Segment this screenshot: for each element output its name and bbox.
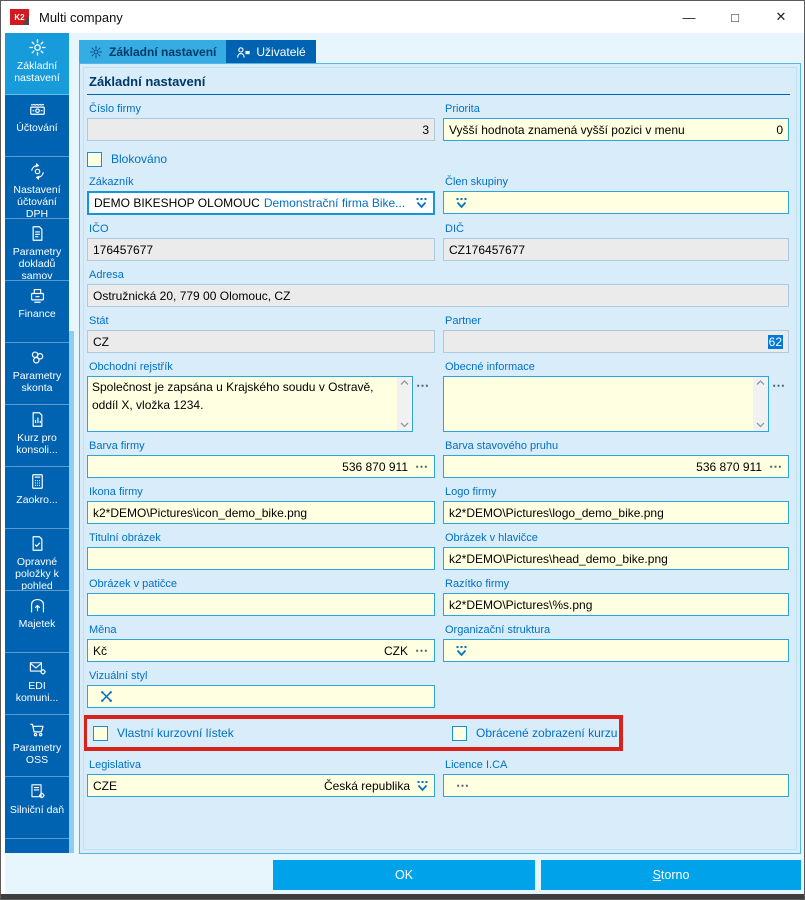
logo-firmy-input[interactable]: k2*DEMO\Pictures\logo_demo_bike.png bbox=[443, 501, 789, 524]
section-title: Základní nastavení bbox=[89, 74, 206, 89]
k2-logo-icon: K2 bbox=[10, 9, 29, 25]
tab-uzivatele[interactable]: Uživatelé bbox=[226, 40, 315, 63]
licence-ica-input[interactable] bbox=[443, 774, 789, 797]
obrazek-v-hlavicce-label: Obrázek v hlavičce bbox=[445, 532, 538, 544]
gear-icon bbox=[89, 45, 103, 59]
envelope-gear-icon bbox=[5, 658, 69, 679]
ikona-firmy-input[interactable]: k2*DEMO\Pictures\icon_demo_bike.png bbox=[87, 501, 435, 524]
sidebar-item-edi-komunikace[interactable]: EDI komuni... bbox=[5, 653, 69, 715]
vat-cycle-icon bbox=[5, 162, 69, 183]
sidebar-item-uctovani[interactable]: Účtování bbox=[5, 95, 69, 157]
window-title: Multi company bbox=[39, 9, 123, 25]
style-picker-icon[interactable] bbox=[99, 689, 114, 704]
titulni-obrazek-label: Titulní obrázek bbox=[89, 532, 161, 544]
obecne-informace-textarea[interactable] bbox=[443, 376, 769, 432]
chevron-down-icon[interactable] bbox=[415, 197, 428, 209]
obecne-informace-label: Obecné informace bbox=[445, 361, 535, 373]
chevron-down-icon[interactable] bbox=[416, 780, 429, 792]
sidebar-item-nastaveni-uctovani-dph[interactable]: Nastavení účtování DPH bbox=[5, 157, 69, 219]
chevron-down-icon[interactable] bbox=[455, 197, 468, 209]
barva-stavoveho-pruhu-label: Barva stavového pruhu bbox=[445, 440, 559, 452]
sidebar-item-parametry-oss[interactable]: Parametry OSS bbox=[5, 715, 69, 777]
document-check-icon bbox=[5, 534, 69, 555]
stat-label: Stát bbox=[89, 315, 109, 327]
cislo-firmy-label: Číslo firmy bbox=[89, 103, 141, 115]
close-icon[interactable]: ✕ bbox=[775, 9, 787, 24]
textarea-scrollbar[interactable] bbox=[753, 377, 768, 431]
sidebar-item-parametry-skonta[interactable]: Parametry skonta bbox=[5, 343, 69, 405]
cash-register-icon bbox=[5, 100, 69, 121]
chevron-down-icon[interactable] bbox=[455, 645, 468, 657]
priorita-input[interactable]: Vyšší hodnota znamená vyšší pozici v menu 0 bbox=[443, 118, 789, 141]
warehouse-arrow-icon bbox=[5, 596, 69, 617]
scroll-down-icon bbox=[400, 422, 409, 428]
sidebar-item-opravne-polozky[interactable]: Opravné položky k pohled bbox=[5, 529, 69, 591]
window-controls bbox=[666, 1, 804, 33]
ikona-firmy-label: Ikona firmy bbox=[89, 486, 143, 498]
ellipsis-button[interactable]: ⋯ bbox=[769, 458, 783, 474]
cart-icon bbox=[5, 720, 69, 741]
window-bottom-edge bbox=[1, 894, 804, 899]
tab-zakladni-nastaveni[interactable]: Základní nastavení bbox=[79, 40, 226, 63]
ico-label: IČO bbox=[89, 223, 109, 235]
sidebar bbox=[5, 33, 69, 853]
textarea-scrollbar[interactable] bbox=[397, 377, 412, 431]
adresa-label: Adresa bbox=[89, 269, 124, 281]
blokovano-row bbox=[87, 150, 789, 168]
obrazek-v-paticce-label: Obrázek v patičce bbox=[89, 578, 178, 590]
coins-icon bbox=[5, 348, 69, 369]
gear-icon bbox=[5, 38, 69, 59]
ellipsis-button[interactable]: ⋯ bbox=[415, 458, 429, 474]
tab-bar bbox=[79, 40, 316, 63]
ok-button[interactable]: OK bbox=[273, 860, 535, 890]
barva-firmy-input[interactable]: 536 870 911 ⋯ bbox=[87, 455, 435, 478]
clen-skupiny-combobox[interactable] bbox=[443, 191, 789, 214]
obracene-zobrazeni-kurzu-row bbox=[452, 724, 617, 742]
sidebar-item-majetek[interactable]: Majetek bbox=[5, 591, 69, 653]
titulni-obrazek-input[interactable] bbox=[87, 547, 435, 570]
ellipsis-button[interactable]: ⋯ bbox=[772, 378, 786, 393]
vlastni-kurzovni-listek-checkbox[interactable] bbox=[93, 726, 108, 741]
legislativa-label: Legislativa bbox=[89, 759, 141, 771]
settings-panel bbox=[79, 63, 801, 854]
obchodni-rejstrik-label: Obchodní rejstřík bbox=[89, 361, 173, 373]
clen-skupiny-label: Člen skupiny bbox=[445, 176, 508, 188]
organizacni-struktura-label: Organizační struktura bbox=[445, 624, 551, 636]
user-icon bbox=[236, 45, 250, 59]
vizualni-styl-label: Vizuální styl bbox=[89, 670, 148, 682]
partner-label: Partner bbox=[445, 315, 482, 327]
sidebar-item-finance[interactable]: Finance bbox=[5, 281, 69, 343]
legislativa-combobox[interactable]: CZE Česká republika bbox=[87, 774, 435, 797]
sidebar-item-zakladni-nastaveni[interactable]: Základní nastavení bbox=[5, 33, 69, 95]
sidebar-scrollbar[interactable] bbox=[69, 331, 74, 853]
obrazek-v-hlavicce-input[interactable]: k2*DEMO\Pictures\head_demo_bike.png bbox=[443, 547, 789, 570]
organizacni-struktura-combobox[interactable] bbox=[443, 639, 789, 662]
sidebar-item-zaokrouhleni[interactable]: Zaokro... bbox=[5, 467, 69, 529]
ellipsis-button[interactable]: ⋯ bbox=[416, 378, 430, 393]
minimize-icon[interactable]: — bbox=[682, 9, 696, 25]
finance-machine-icon bbox=[5, 286, 69, 307]
razitko-firmy-input[interactable]: k2*DEMO\Pictures\%s.png bbox=[443, 593, 789, 616]
obracene-zobrazeni-kurzu-label: Obrácené zobrazení kurzu bbox=[476, 726, 618, 740]
partner-input[interactable] bbox=[443, 330, 789, 353]
document-gear-icon bbox=[5, 782, 69, 803]
ellipsis-button[interactable]: ⋯ bbox=[456, 777, 470, 793]
vlastni-kurzovni-listek-label: Vlastní kurzovní lístek bbox=[117, 726, 234, 740]
selected-text: 62 bbox=[768, 334, 782, 349]
document-icon bbox=[5, 224, 69, 245]
ellipsis-button[interactable]: ⋯ bbox=[415, 642, 429, 658]
sidebar-item-silnicni-dan[interactable]: Silniční daň bbox=[5, 777, 69, 839]
storno-button[interactable]: Storno bbox=[541, 860, 801, 890]
priorita-label: Priorita bbox=[445, 103, 480, 115]
blokovano-checkbox[interactable] bbox=[87, 152, 102, 167]
dic-input[interactable]: CZ176457677 bbox=[443, 238, 789, 261]
scroll-up-icon bbox=[756, 380, 765, 386]
obrazek-v-paticce-input[interactable] bbox=[87, 593, 435, 616]
title-bar bbox=[1, 1, 804, 33]
zakaznik-combobox[interactable]: DEMO BIKESHOP OLOMOUC Demonstrační firma Bike... bbox=[87, 191, 435, 215]
stat-input[interactable]: CZ bbox=[87, 330, 435, 353]
blokovano-label: Blokováno bbox=[111, 152, 168, 166]
scroll-up-icon bbox=[400, 380, 409, 386]
adresa-input[interactable]: Ostružnická 20, 779 00 Olomouc, CZ bbox=[87, 284, 789, 307]
mena-label: Měna bbox=[89, 624, 117, 636]
vizualni-styl-input[interactable] bbox=[87, 685, 435, 708]
mena-input[interactable]: Kč CZK ⋯ bbox=[87, 639, 435, 662]
vlastni-kurzovni-listek-row bbox=[93, 724, 234, 742]
sidebar-item-parametry-dokladu[interactable]: Parametry dokladů samov bbox=[5, 219, 69, 281]
calculator-icon bbox=[5, 472, 69, 493]
scroll-down-icon bbox=[756, 422, 765, 428]
barva-stavoveho-pruhu-input[interactable]: 536 870 911 ⋯ bbox=[443, 455, 789, 478]
barva-firmy-label: Barva firmy bbox=[89, 440, 145, 452]
razitko-firmy-label: Razítko firmy bbox=[445, 578, 510, 590]
maximize-icon[interactable]: □ bbox=[731, 9, 739, 25]
obracene-zobrazeni-kurzu-checkbox[interactable] bbox=[452, 726, 467, 741]
logo-firmy-label: Logo firmy bbox=[445, 486, 497, 498]
obchodni-rejstrik-textarea[interactable]: Společnost je zapsána u Krajského soudu v Ostravě, oddíl X, vložka 1234. bbox=[87, 376, 413, 432]
document-chart-icon bbox=[5, 410, 69, 431]
zakaznik-label: Zákazník bbox=[89, 176, 134, 188]
annotation-red-box bbox=[83, 715, 623, 751]
dic-label: DIČ bbox=[445, 223, 464, 235]
cislo-firmy-input[interactable]: 3 bbox=[87, 118, 435, 141]
licence-ica-label: Licence I.CA bbox=[445, 759, 508, 771]
ico-input[interactable]: 176457677 bbox=[87, 238, 435, 261]
sidebar-item-kurz-pro-konsolidaci[interactable]: Kurz pro konsoli... bbox=[5, 405, 69, 467]
